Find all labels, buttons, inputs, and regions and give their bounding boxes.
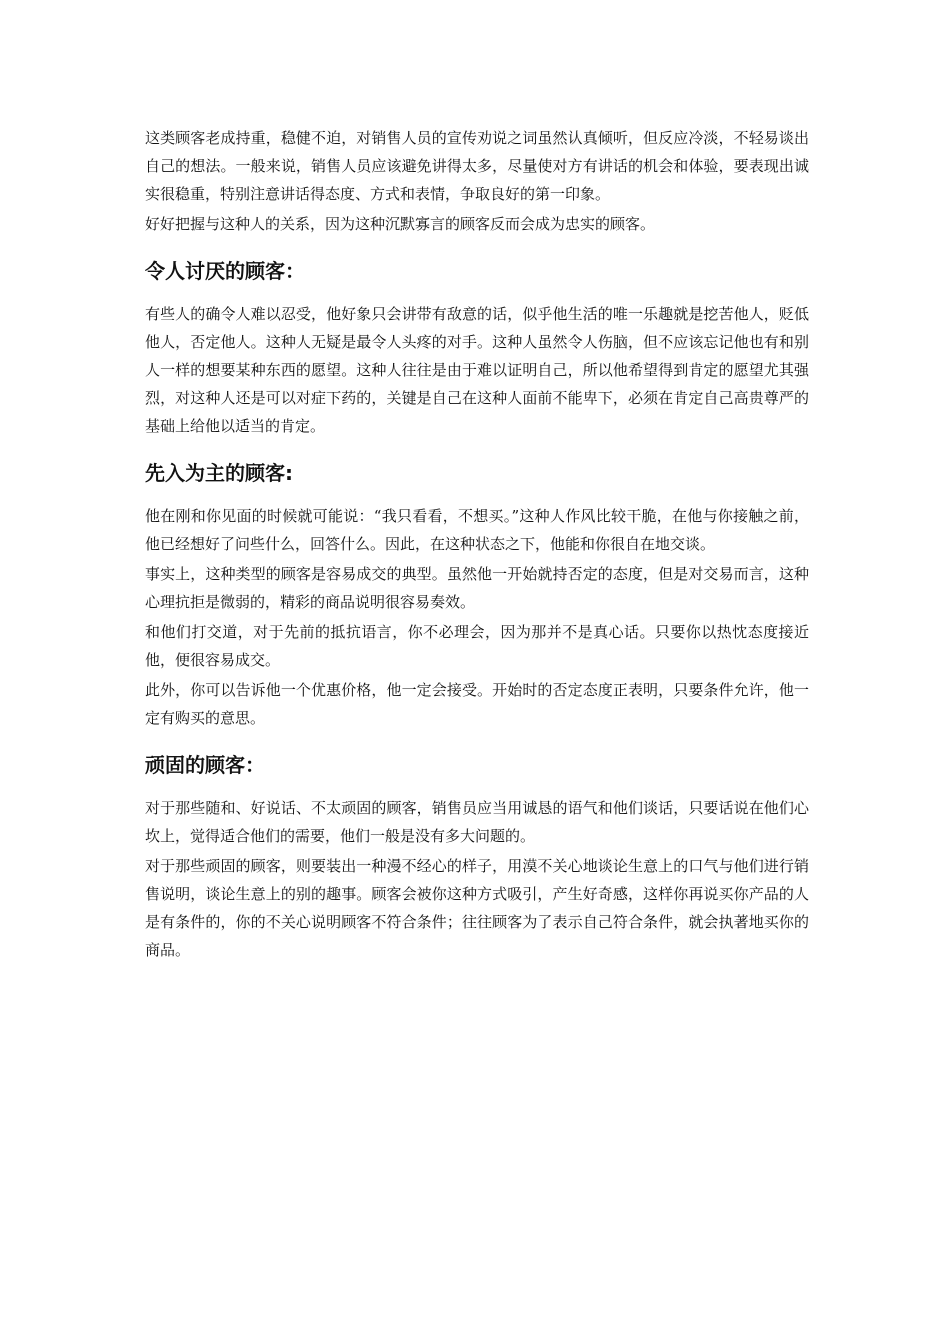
paragraph: 对于那些顽固的顾客，则要装出一种漫不经心的样子，用漠不关心地谈论生意上的口气与他们进行销售说明，谈论生意上的别的趣事。顾客会被你这种方式吸引，产生好奇感，这样你再说买你产品的人是有条件的，你的不关心说明顾客不符合条件；往往顾客为了表示自己符合条件，就会执著地买你的商品。	[145, 857, 809, 959]
section-heading: 顽固的顾客：	[145, 753, 265, 777]
paragraph: 他在刚和你见面的时候就可能说：“我只看看，不想买。”这种人作风比较干脆，在他与你接触之前，他已经想好了问些什么，回答什么。因此，在这种状态之下，他能和你很自在地交谈。	[145, 507, 809, 553]
paragraph: 这类顾客老成持重，稳健不迫，对销售人员的宣传劝说之词虽然认真倾听，但反应冷淡，不轻易谈出自己的想法。一般来说，销售人员应该避免讲得太多，尽量使对方有讲话的机会和体验，要表现出诚实很稳重，特别注意讲话得态度、方式和表情，争取良好的第一印象。	[145, 129, 809, 203]
paragraph: 好好把握与这种人的关系，因为这种沉默寡言的顾客反而会成为忠实的顾客。	[145, 215, 656, 233]
section-preconceived-customer	[145, 458, 809, 732]
section-heading: 先入为主的顾客:	[145, 461, 293, 485]
section-stubborn-customer	[145, 750, 809, 964]
paragraph: 有些人的确令人难以忍受，他好象只会讲带有敌意的话，似乎他生活的唯一乐趣就是挖苦他人，贬低他人，否定他人。这种人无疑是最令人头疼的对手。这种人虽然令人伤脑，但不应该忘记他也有和别人一样的想要某种东西的愿望。这种人往往是由于难以证明自己，所以他希望得到肯定的愿望尤其强烈，对这种人还是可以对症下药的，关键是自己在这种人面前不能卑下，必须在肯定自己高贵尊严的基础上给他以适当的肯定。	[145, 305, 809, 435]
paragraph: 和他们打交道，对于先前的抵抗语言，你不必理会，因为那并不是真心话。只要你以热忱态度接近他，便很容易成交。	[145, 623, 809, 669]
document-page	[145, 124, 809, 964]
paragraph: 事实上，这种类型的顾客是容易成交的典型。虽然他一开始就持否定的态度，但是对交易而言，这种心理抗拒是微弱的，精彩的商品说明很容易奏效。	[145, 565, 809, 611]
paragraph: 对于那些随和、好说话、不太顽固的顾客，销售员应当用诚恳的语气和他们谈话，只要话说在他们心坎上，觉得适合他们的需要，他们一般是没有多大问题的。	[145, 799, 809, 845]
intro-block	[145, 124, 809, 238]
paragraph: 此外，你可以告诉他一个优惠价格，他一定会接受。开始时的否定态度正表明，只要条件允许，他一定有购买的意思。	[145, 681, 809, 727]
section-heading: 令人讨厌的顾客：	[145, 259, 305, 283]
section-annoying-customer	[145, 256, 809, 440]
